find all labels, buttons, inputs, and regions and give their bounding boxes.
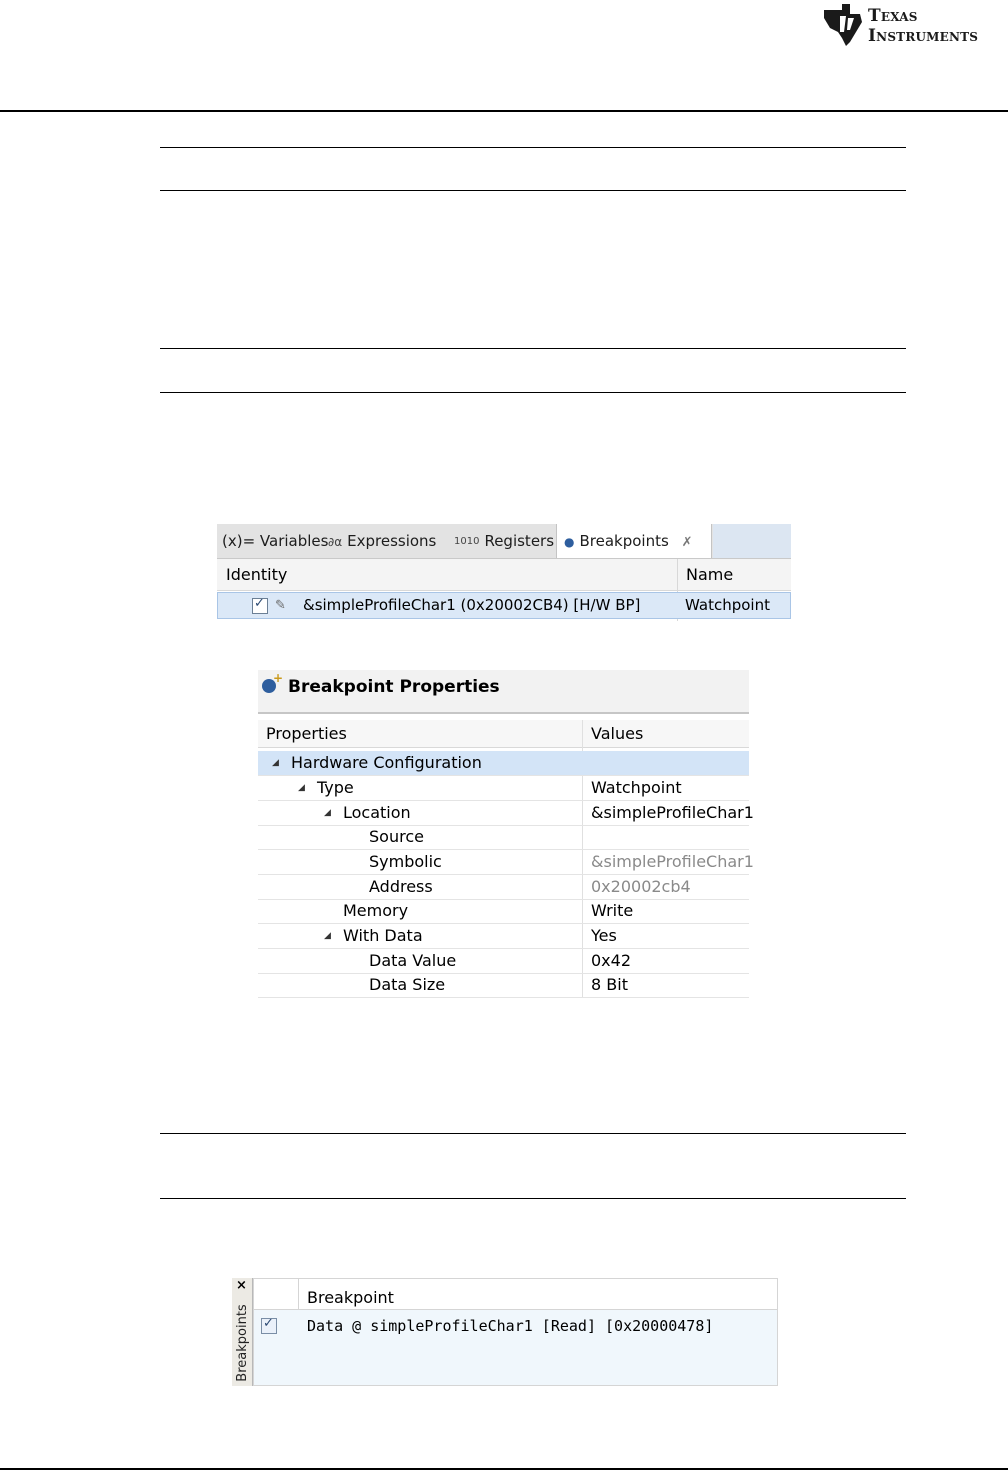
breakpoint-text: Data @ simpleProfileChar1 [Read] [0x20000478] [307, 1317, 714, 1335]
expand-triangle-icon[interactable]: ◢ [298, 783, 305, 793]
table-row[interactable] [217, 592, 791, 619]
expand-triangle-icon[interactable]: ◢ [324, 931, 331, 941]
list-header [254, 1279, 777, 1310]
header-rule [0, 110, 1008, 112]
prop-row-type[interactable]: ◢ Type Watchpoint [258, 776, 749, 801]
column-name[interactable]: Name [686, 565, 734, 584]
prop-row-data-value[interactable]: Data Value 0x42 [258, 949, 749, 974]
rule [160, 147, 906, 148]
properties-header [258, 720, 749, 748]
watchpoint-icon: ✎ [275, 598, 286, 613]
breakpoint-name: Watchpoint [685, 596, 770, 614]
column-divider [298, 1279, 299, 1309]
rule [160, 1198, 906, 1199]
prop-row-location[interactable]: ◢ Location &simpleProfileChar1 [258, 801, 749, 826]
prop-row-data-size[interactable]: Data Size 8 Bit [258, 973, 749, 998]
properties-title: Breakpoint Properties [288, 677, 500, 697]
window-title-vertical: Breakpoints [235, 1304, 250, 1382]
iar-breakpoints-window [232, 1278, 778, 1386]
column-values[interactable]: Values [591, 724, 644, 743]
rule [160, 392, 906, 393]
ti-logo-text [868, 6, 978, 46]
prop-row-memory[interactable]: Memory Write [258, 899, 749, 924]
window-side-bar [232, 1278, 253, 1386]
tab-variables[interactable]: (x)= Variables [222, 532, 329, 550]
tab-registers[interactable]: 1010 Registers [454, 524, 554, 558]
prop-row-source[interactable]: Source [258, 825, 749, 850]
enable-checkbox[interactable] [252, 598, 268, 614]
breakpoint-identity: &simpleProfileChar1 (0x20002CB4) [H/W BP] [303, 596, 641, 614]
breakpoint-icon [262, 679, 276, 693]
tab-expressions[interactable]: ∂α Expressions [328, 524, 436, 558]
tab-breakpoints[interactable]: ● Breakpoints ✗ [556, 524, 712, 558]
prop-row-with-data[interactable]: ◢ With Data Yes [258, 924, 749, 949]
prop-row-address[interactable]: Address 0x20002cb4 [258, 875, 749, 900]
breakpoint-list [253, 1278, 778, 1386]
prop-row-symbolic[interactable]: Symbolic &simpleProfileChar1 [258, 850, 749, 875]
tab-bar-filler [713, 524, 791, 558]
breakpoint-properties-panel [258, 670, 754, 1000]
footer-rule [0, 1468, 1008, 1470]
registers-icon: 1010 [454, 535, 480, 547]
rule [160, 348, 906, 349]
logo-line-1: Texas [868, 6, 918, 26]
rule [160, 1133, 906, 1134]
column-breakpoint[interactable]: Breakpoint [307, 1288, 394, 1307]
close-icon[interactable]: × [236, 1278, 247, 1293]
expressions-icon: ∂α [328, 534, 343, 549]
column-properties[interactable]: Properties [266, 724, 347, 743]
column-identity[interactable]: Identity [226, 565, 288, 584]
prop-row-hardware-configuration[interactable]: ◢ Hardware Configuration [258, 751, 749, 776]
ccs-breakpoints-panel [217, 524, 791, 621]
list-item[interactable] [254, 1313, 777, 1337]
breakpoints-icon: ● [564, 534, 575, 549]
expand-triangle-icon[interactable]: ◢ [272, 758, 279, 768]
tab-bar [217, 524, 791, 559]
expand-triangle-icon[interactable]: ◢ [324, 808, 331, 818]
enable-checkbox[interactable] [261, 1318, 277, 1334]
properties-title-bar [258, 670, 749, 714]
rule [160, 190, 906, 191]
column-header [217, 559, 791, 591]
logo-line-2: Instruments [868, 26, 979, 46]
close-icon[interactable]: ✗ [681, 535, 693, 550]
